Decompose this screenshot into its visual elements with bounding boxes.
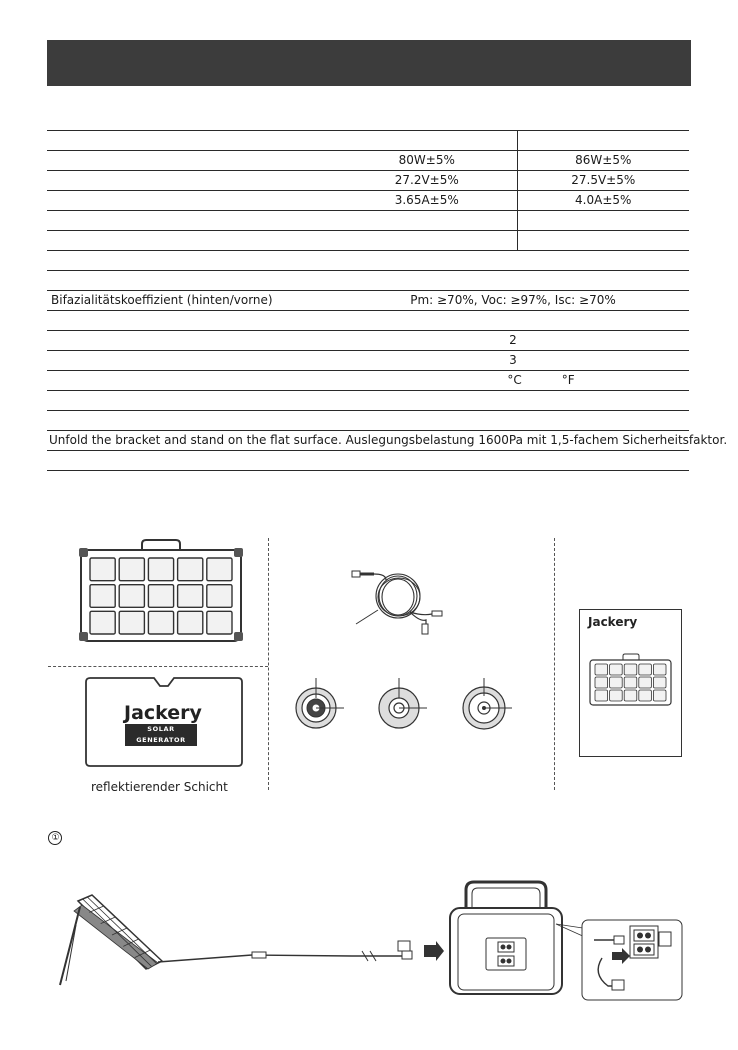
spec-label bbox=[47, 311, 337, 331]
spec-row bbox=[47, 331, 689, 351]
spec-label bbox=[47, 411, 337, 431]
spec-row bbox=[47, 431, 689, 451]
spec-value-model-1 bbox=[337, 131, 517, 151]
solar-cell bbox=[653, 677, 666, 688]
divider-horizontal bbox=[48, 666, 268, 667]
connector-end-3 bbox=[462, 678, 518, 730]
spec-row bbox=[47, 171, 689, 191]
connector-end-1 bbox=[294, 678, 346, 730]
bag-brand-logo: Jackery bbox=[124, 702, 202, 724]
cable-illustration bbox=[340, 566, 460, 646]
spec-row bbox=[47, 291, 689, 311]
spec-value bbox=[337, 251, 689, 271]
divider-vertical-1 bbox=[268, 538, 269, 790]
spec-label bbox=[47, 251, 337, 271]
solar-cell bbox=[178, 558, 203, 581]
solar-cell bbox=[595, 677, 608, 688]
solar-cell bbox=[207, 558, 232, 581]
solar-cell bbox=[639, 677, 652, 688]
solar-cell bbox=[119, 611, 144, 634]
panel-cell-line bbox=[83, 899, 152, 966]
bag-caption: reflektierender Schicht bbox=[91, 780, 228, 794]
spec-row bbox=[47, 351, 689, 371]
solar-cell bbox=[119, 558, 144, 581]
solar-cell bbox=[207, 585, 232, 608]
spec-row bbox=[47, 251, 689, 271]
unit-fahrenheit: °F bbox=[561, 373, 575, 387]
spec-row bbox=[47, 391, 689, 411]
solar-cell bbox=[610, 690, 623, 701]
spec-label bbox=[47, 371, 337, 391]
spec-value-model-2 bbox=[517, 211, 689, 231]
spec-value-model-2: 4.0A±5% bbox=[517, 191, 689, 211]
spec-value: 2 bbox=[337, 331, 689, 351]
spec-value-model-1: 80W±5% bbox=[337, 151, 517, 171]
spec-value-model-2 bbox=[517, 131, 689, 151]
spec-value bbox=[337, 391, 689, 411]
spec-value-temperature bbox=[337, 371, 689, 391]
spec-value bbox=[337, 311, 689, 331]
header-bar bbox=[47, 40, 691, 86]
solar-cell bbox=[624, 664, 637, 675]
solar-cell bbox=[624, 690, 637, 701]
spec-value-model-1 bbox=[337, 231, 517, 251]
solar-panel-illustration bbox=[80, 540, 242, 642]
spec-row bbox=[47, 271, 689, 291]
solar-cell bbox=[595, 664, 608, 675]
spec-value-model-1 bbox=[337, 211, 517, 231]
spec-note bbox=[47, 451, 689, 471]
panel-on-stand-illustration bbox=[52, 895, 472, 995]
spec-value bbox=[337, 271, 689, 291]
solar-cell bbox=[90, 585, 115, 608]
solar-cell bbox=[148, 585, 173, 608]
spec-value: 3 bbox=[337, 351, 689, 371]
spec-label bbox=[47, 331, 337, 351]
spec-row bbox=[47, 411, 689, 431]
spec-row bbox=[47, 371, 689, 391]
spec-label bbox=[47, 151, 337, 171]
spec-label bbox=[47, 191, 337, 211]
spec-value-model-2: 86W±5% bbox=[517, 151, 689, 171]
solar-cell bbox=[148, 558, 173, 581]
solar-cell bbox=[207, 611, 232, 634]
spec-row bbox=[47, 191, 689, 211]
spec-row bbox=[47, 231, 689, 251]
spec-value: Pm: ≥70%, Voc: ≥97%, Isc: ≥70% bbox=[337, 291, 689, 311]
spec-row bbox=[47, 311, 689, 331]
divider-vertical-2 bbox=[554, 538, 555, 790]
solar-cell bbox=[639, 664, 652, 675]
solar-cell bbox=[610, 664, 623, 675]
solar-cell bbox=[90, 558, 115, 581]
unit-celsius: °C bbox=[507, 373, 522, 387]
spec-value-model-1: 3.65A±5% bbox=[337, 191, 517, 211]
solar-cell bbox=[624, 677, 637, 688]
solar-cell bbox=[90, 611, 115, 634]
connector-end-2 bbox=[379, 678, 431, 730]
spec-label bbox=[47, 211, 337, 231]
spec-table bbox=[47, 130, 728, 471]
step-marker: ① bbox=[48, 831, 62, 845]
user-manual-illustration bbox=[579, 609, 682, 757]
manual-brand-logo: Jackery bbox=[588, 615, 638, 629]
spec-label bbox=[47, 351, 337, 371]
spec-row bbox=[47, 151, 689, 171]
spec-row bbox=[47, 211, 689, 231]
power-station-illustration bbox=[448, 880, 564, 996]
spec-label bbox=[47, 391, 337, 411]
spec-label bbox=[47, 171, 337, 191]
spec-value bbox=[337, 411, 689, 431]
spec-row bbox=[47, 451, 689, 471]
port-detail-illustration bbox=[556, 918, 686, 1000]
spec-label: Bifazialitätskoeffizient (hinten/vorne) bbox=[47, 291, 337, 311]
solar-cell bbox=[148, 611, 173, 634]
solar-cell bbox=[610, 677, 623, 688]
spec-label bbox=[47, 231, 337, 251]
solar-cell bbox=[119, 585, 144, 608]
solar-cell bbox=[653, 664, 666, 675]
bag-sub-badge: SOLAR GENERATOR bbox=[125, 724, 197, 746]
solar-cell bbox=[639, 690, 652, 701]
panel-cell-line bbox=[87, 897, 156, 964]
spec-row bbox=[47, 131, 689, 151]
spec-label bbox=[47, 271, 337, 291]
solar-cell bbox=[178, 585, 203, 608]
solar-cell bbox=[653, 690, 666, 701]
spec-value-model-2: 27.5V±5% bbox=[517, 171, 689, 191]
spec-label bbox=[47, 131, 337, 151]
spec-value-model-1: 27.2V±5% bbox=[337, 171, 517, 191]
spec-value-model-2 bbox=[517, 231, 689, 251]
solar-cell bbox=[595, 690, 608, 701]
solar-cell bbox=[178, 611, 203, 634]
spec-note: Unfold the bracket and stand on the flat surface. Auslegungsbelastung 1600Pa mit 1,5-fachem Sicherheitsfaktor. bbox=[47, 431, 689, 451]
